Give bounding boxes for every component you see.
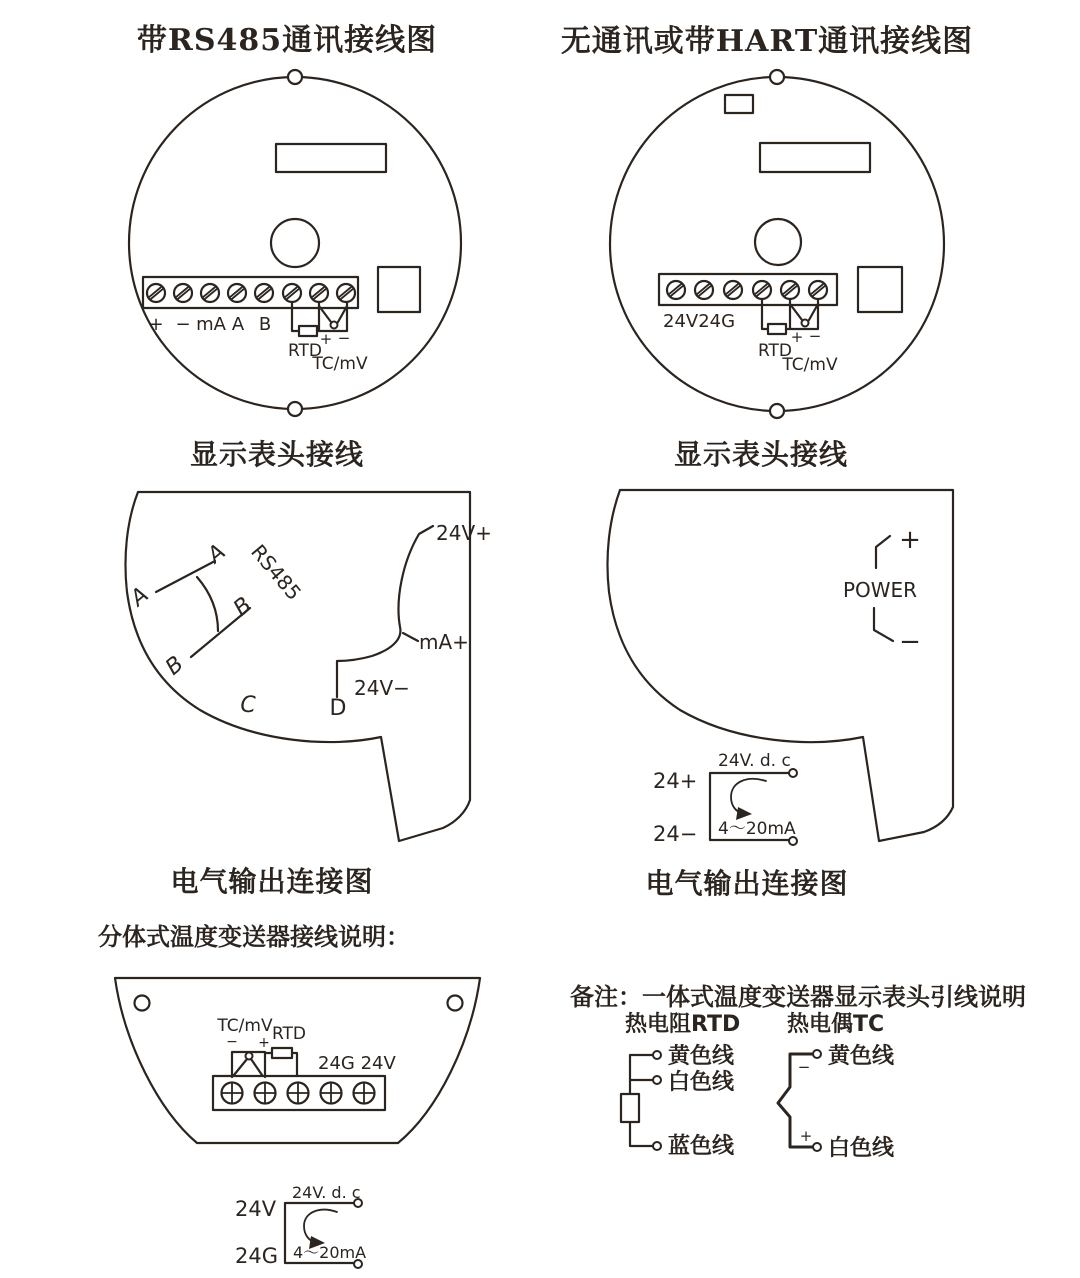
tc-label: TC/mV [217, 1016, 273, 1036]
rtd-wire3-label: 蓝色线 [668, 1134, 735, 1159]
screw-terminal [222, 1083, 243, 1104]
tc-plus-label: + [790, 328, 804, 346]
screw-terminal [228, 284, 246, 302]
rtd-resistor-symbol [299, 326, 317, 336]
tc-lead-diagram [778, 1043, 895, 1161]
angle-arc [197, 577, 218, 631]
caption-output-right: 电气输出连接图 [645, 867, 849, 900]
rs485-head-diagram [129, 70, 461, 416]
screw-terminal [310, 284, 328, 302]
terminal-24plus-label: 24+ [653, 769, 698, 793]
display-window [760, 143, 870, 172]
small-cutout [725, 95, 753, 113]
lead-terminal [653, 1051, 661, 1059]
conduit-hole [271, 219, 319, 267]
lead-terminal [653, 1076, 661, 1084]
caption-head-right: 显示表头接线 [673, 438, 849, 471]
tc-wire2-label: 白色线 [828, 1136, 895, 1161]
pin-a-upper-label: A [203, 539, 231, 569]
loop-supply-bottom [235, 1183, 366, 1268]
mounting-hole-bottom [288, 402, 302, 416]
label-ma-plus: mA+ [419, 630, 469, 654]
mounting-hole-top [288, 70, 302, 84]
rtd-heading: 热电阻RTD [625, 1012, 741, 1037]
title-rs485: 带RS485通讯接线图 [136, 23, 438, 58]
mounting-hole-left [135, 996, 150, 1011]
screw-terminal [288, 1083, 309, 1104]
display-window [276, 144, 386, 172]
tc-heading: 热电偶TC [787, 1012, 885, 1037]
rtd-resistor-symbol [621, 1094, 639, 1122]
screw-terminal [809, 281, 827, 299]
tc-minus-label: − [797, 1058, 811, 1076]
tc-plus-label: + [319, 330, 333, 348]
remark-text: 备注：一体式温度变送器显示表头引线说明 [570, 983, 1026, 1011]
hart-head-diagram [610, 70, 944, 418]
rtd-wire2-label: 白色线 [668, 1070, 735, 1095]
current-arrow-curve [304, 1210, 337, 1243]
tc-junction-symbol [246, 1053, 253, 1060]
screw-terminal [354, 1083, 375, 1104]
pin-b-lower-label: B [161, 651, 189, 681]
rtd-resistor-symbol [768, 324, 786, 334]
rtd-label: RTD [271, 1024, 307, 1044]
supply-label: 24V. d. c [292, 1183, 361, 1202]
terminal-label-a: A [231, 314, 245, 335]
terminal-24minus-label: 24− [653, 822, 698, 846]
tc-label: TC/mV [782, 355, 838, 375]
tc-plus-label: + [258, 1035, 270, 1051]
mounting-hole-top [770, 70, 784, 84]
power-minus-label: − [899, 627, 921, 657]
lead-terminal [653, 1142, 661, 1150]
screw-terminal [337, 284, 355, 302]
square-cutout [378, 267, 420, 312]
tc-plus-label: + [799, 1127, 813, 1145]
pin-d-label: D [329, 696, 347, 721]
rtd-wire1-label: 黄色线 [668, 1044, 735, 1069]
rs485-output-diagram [124, 492, 491, 841]
tc-junction-symbol [802, 320, 809, 327]
title-hart: 无通讯或带HART通讯接线图 [560, 24, 974, 59]
screw-terminal [147, 284, 165, 302]
wire-curve-24v [337, 526, 433, 697]
tc-minus-label: − [226, 1034, 238, 1050]
tc-junction-lines [790, 304, 818, 320]
rs485-bus-label: RS485 [246, 539, 307, 605]
tc-wire1-label: 黄色线 [828, 1044, 895, 1069]
power-label: POWER [842, 578, 918, 602]
terminal-label-ma: mA [196, 314, 226, 335]
terminal-strip [143, 277, 358, 308]
screw-terminal [753, 281, 771, 299]
conduit-hole [755, 219, 801, 265]
current-arrow-curve [731, 779, 766, 814]
supply-label: 24V. d. c [718, 751, 791, 771]
screw-terminal [201, 284, 219, 302]
rtd-label: RTD [287, 341, 323, 361]
pin-a-lower-label: A [126, 582, 154, 612]
screw-terminal [283, 284, 301, 302]
rtd-lead-diagram [621, 1043, 735, 1159]
terminal-24g-label: 24G [235, 1244, 278, 1268]
screw-terminal [667, 281, 685, 299]
caption-output-left: 电气输出连接图 [170, 865, 374, 898]
wire-ma-branch [403, 633, 418, 641]
terminal-label-b: B [258, 314, 272, 335]
label-24v-plus: 24V+ [436, 521, 492, 545]
tc-junction-symbol [331, 322, 338, 329]
screw-terminal [321, 1083, 342, 1104]
terminal-24v-label: 24V [235, 1197, 277, 1221]
lead-terminal [813, 1143, 821, 1151]
tc-minus-label: − [808, 327, 822, 345]
pin-c-label: C [240, 693, 256, 718]
terminal-label-plus: + [148, 314, 164, 335]
rtd-label: RTD [757, 341, 793, 361]
split-heading: 分体式温度变送器接线说明： [98, 923, 410, 951]
power-plus-label: + [899, 525, 921, 555]
rtd-resistor-symbol [272, 1048, 292, 1058]
tc-junction-lines [234, 1059, 262, 1075]
caption-head-left: 显示表头接线 [189, 438, 365, 471]
power-terminals-label: 24V24G [663, 311, 736, 332]
screw-terminal [695, 281, 713, 299]
mounting-hole-bottom [770, 404, 784, 418]
square-cutout [858, 267, 902, 312]
tc-minus-label: − [337, 329, 351, 347]
screw-terminal [724, 281, 742, 299]
terminal-label-minus: − [175, 314, 191, 335]
screw-terminal [781, 281, 799, 299]
tc-label: TC/mV [312, 354, 368, 374]
lead-terminal [813, 1050, 821, 1058]
range-label: 4～20mA [718, 819, 796, 839]
split-transmitter-diagram [115, 978, 480, 1143]
screw-terminal [174, 284, 192, 302]
pin-b-upper-label: B [229, 592, 257, 622]
screw-terminal [255, 1083, 276, 1104]
label-24v-minus: 24V− [354, 676, 410, 700]
power-terminals-label: 24G 24V [318, 1053, 396, 1074]
screw-terminal [255, 284, 273, 302]
range-label: 4～20mA [293, 1243, 367, 1262]
loop-supply-right [653, 751, 797, 846]
mounting-hole-right [448, 996, 463, 1011]
